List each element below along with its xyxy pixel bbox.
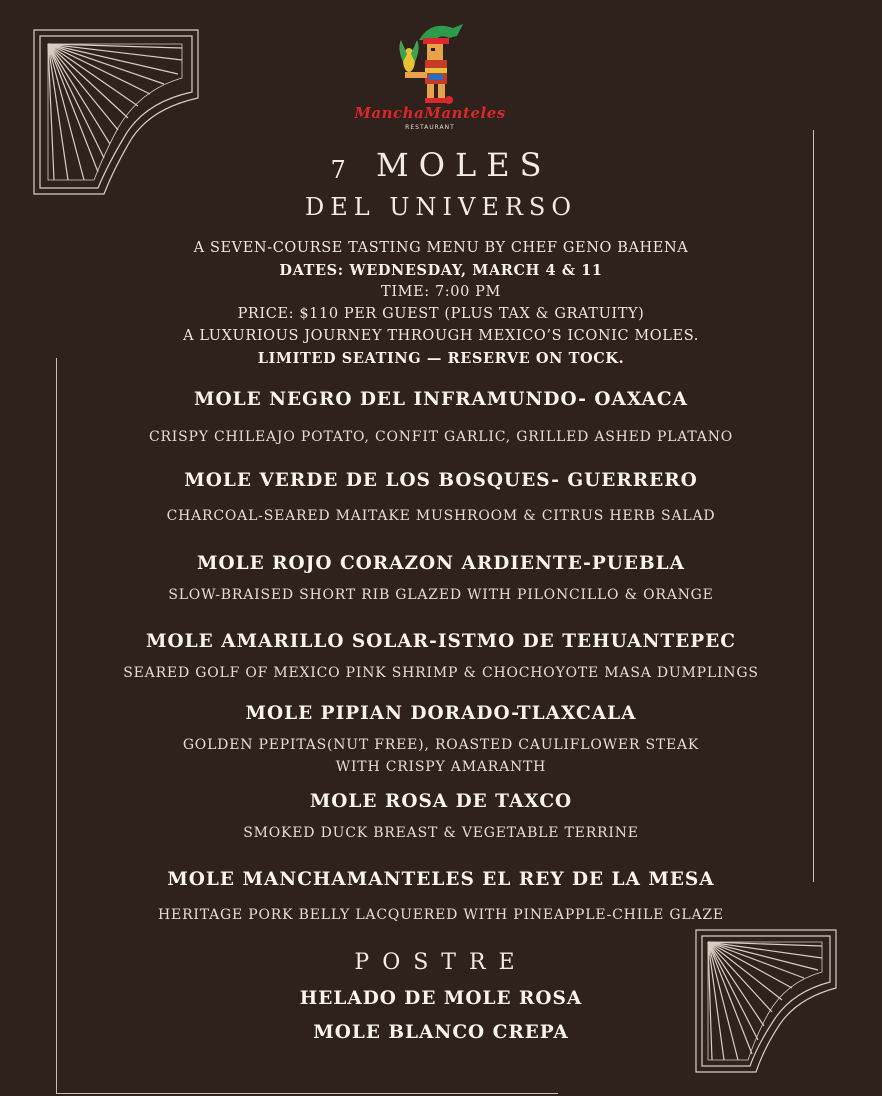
info-tasting: A SEVEN-COURSE TASTING MENU BY CHEF GENO BAHENA [193, 240, 689, 256]
course-description: CHARCOAL-SEARED MAITAKE MUSHROOM & CITRUS HERB SALAD [166, 508, 716, 524]
course-title: MOLE VERDE DE LOS BOSQUES- GUERRERO [184, 470, 698, 491]
course-description: CRISPY CHILEAJO POTATO, CONFIT GARLIC, GRILLED ASHED PLATANO [148, 429, 734, 445]
course-description: SMOKED DUCK BREAST & VEGETABLE TERRINE [243, 825, 639, 841]
info-dates: DATES: WEDNESDAY, MARCH 4 & 11 [279, 262, 603, 279]
aztec-figure-icon [345, 18, 515, 108]
title-number: 7 [330, 156, 356, 184]
course-description: HERITAGE PORK BELLY LACQUERED WITH PINEAPPLE-CHILE GLAZE [158, 907, 724, 923]
logo-subtitle: RESTAURANT [405, 124, 455, 131]
info-price: PRICE: $110 PER GUEST (PLUS TAX & GRATUITY) [237, 306, 645, 322]
course-description: SEARED GOLF OF MEXICO PINK SHRIMP & CHOCHOYOTE MASA DUMPLINGS [123, 665, 759, 681]
course-title: MOLE ROSA DE TAXCO [309, 791, 573, 812]
course-description: GOLDEN PEPITAS(NUT FREE), ROASTED CAULIFLOWER STEAK [182, 737, 700, 753]
restaurant-logo [345, 18, 515, 138]
course-description: SLOW-BRAISED SHORT RIB GLAZED WITH PILONCILLO & ORANGE [168, 587, 714, 603]
course-title: MOLE NEGRO DEL INFRAMUNDO- OAXACA [194, 389, 688, 410]
menu-subtitle: DEL UNIVERSO [304, 193, 578, 221]
dessert-item: MOLE BLANCO CREPA [313, 1022, 569, 1043]
course-title: MOLE ROJO CORAZON ARDIENTE-PUEBLA [197, 553, 685, 574]
course-title: MOLE PIPIAN DORADO-TLAXCALA [245, 703, 637, 724]
course-description-line-2: WITH CRISPY AMARANTH [335, 759, 547, 775]
frame-line-bottom [56, 1093, 558, 1094]
dessert-item: HELADO DE MOLE ROSA [299, 988, 583, 1009]
course-title: MOLE MANCHAMANTELES EL REY DE LA MESA [167, 869, 715, 890]
logo-wordmark: ManchaManteles [354, 104, 506, 122]
info-seating: LIMITED SEATING — RESERVE ON TOCK. [257, 350, 625, 367]
frame-line-left [56, 358, 57, 1094]
info-time: TIME: 7:00 PM [381, 284, 501, 300]
title-word: MOLES [375, 146, 552, 184]
dessert-heading: POSTRE [354, 950, 528, 975]
course-title: MOLE AMARILLO SOLAR-ISTMO DE TEHUANTEPEC [146, 631, 736, 652]
info-journey: A LUXURIOUS JOURNEY THROUGH MEXICO’S ICONIC MOLES. [183, 328, 699, 344]
menu-title [0, 146, 882, 184]
